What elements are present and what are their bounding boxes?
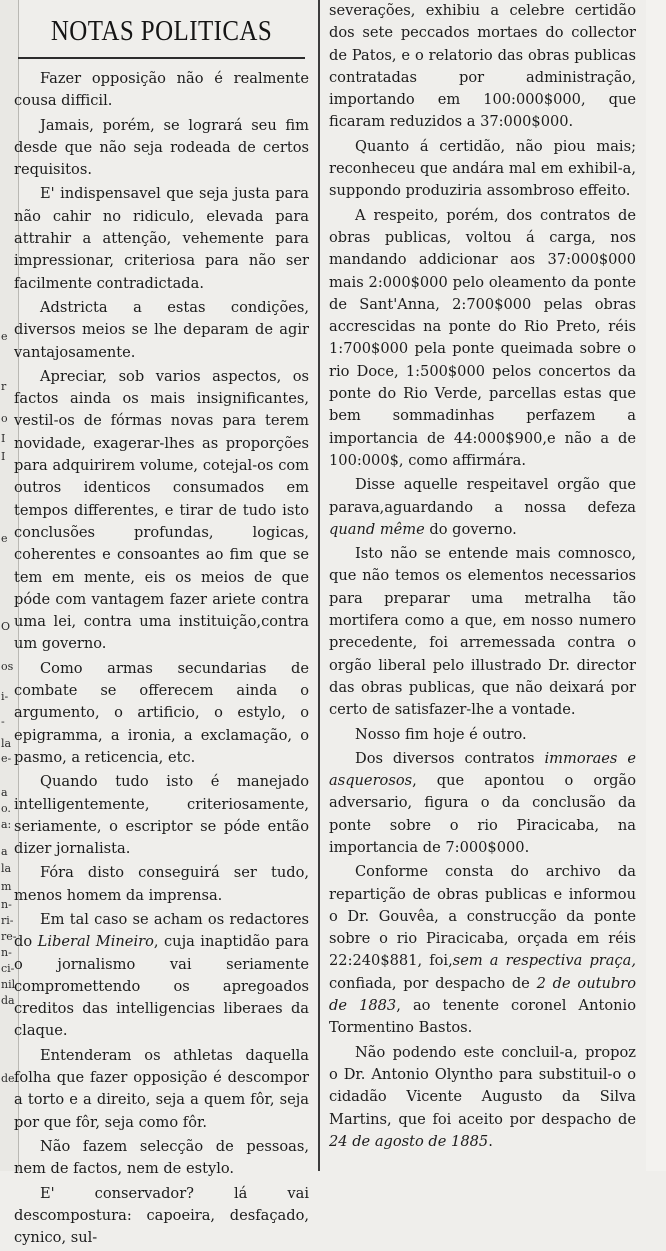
paragraph: Fóra disto conseguirá ser tudo, menos homem da imprensa.	[14, 864, 309, 904]
margin-fragment: I	[1, 432, 6, 445]
text-run: Em tal caso se acham os redactores do	[14, 910, 309, 951]
margin-fragment: e	[1, 330, 8, 343]
text-run: do governo.	[424, 520, 517, 538]
text-run: Disse aquelle respeitavel orgão que parava,aguardando a nossa defeza	[329, 476, 636, 516]
paragraph: Adstricta a estas condições, diversos meios se lhe deparam de agir vantajosamente.	[14, 298, 309, 361]
paragraph: E' indispensavel que seja justa para não cahir no ridiculo, elevada para attrahir a attenção, vehemente para impressionar, criteriosa para não ser facilmente contradictada.	[14, 185, 309, 292]
page-title: NOTAS POLITICAS	[50, 15, 273, 47]
margin-fragment: e-	[1, 752, 12, 765]
margin-fragment: nil	[1, 978, 16, 991]
margin-fragment: n-	[1, 946, 12, 959]
text-run: Não podendo este concluil-a, propoz o Dr. Antonio Olyntho para substituil-o o cidadão Vicente Augusto da Silva Martins, que foi aceito por despacho de	[329, 1043, 636, 1128]
margin-fragment: i-	[1, 690, 9, 703]
paragraph: A respeito, porém, dos contratos de obras publicas, voltou á carga, nos mandando addicionar aos 37:000$000 mais 2:000$000 pelo oleamento da ponte de Sant'Anna, 2:700$000 pelas obras accrescidas na ponte do Rio Preto, réis 1:700$000 pela ponte queimada sobre o rio Doce, 1:500$000 pelos concertos da ponte do Rio Verde, parcellas estas que bem sommadinhas perfazem a importancia de 44:000$900,e não a de 100:000$, como affirmára.	[329, 206, 636, 469]
margin-fragment: de	[1, 1072, 15, 1085]
paragraph	[329, 748, 636, 859]
text-run: , que apontou o orgão adversario, figura o da conclusão da ponte sobre o rio Piracicaba, na importancia de 7:000$000.	[329, 772, 636, 856]
italic-phrase: sem a respectiva praça,	[452, 952, 636, 970]
margin-fragment: la	[1, 737, 12, 750]
margin-fragment: ri-	[1, 914, 14, 927]
paragraph: Como armas secundarias de combate se offerecem ainda o argumento, o artificio, o estylo, o epigramma, a ironia, a exclamação, o pasmo, a reticencia, etc.	[14, 659, 309, 766]
paragraph: Jamais, porém, se logrará seu fim desde que não seja rodeada de certos requisitos.	[14, 116, 309, 179]
margin-fragment: r	[1, 380, 7, 393]
paragraph	[329, 1042, 636, 1153]
italic-phrase: quand même	[329, 520, 425, 538]
text-run: confiada, por despacho de	[329, 974, 537, 992]
paragraph: Isto não se entende mais comnosco, que não temos os elementos necessarios para preparar uma metralha tão mortifera como a que, em nosso numero precedente, foi arremessada contra o orgão liberal pelo illustrado Dr. director das obras publicas, que não deixará por certo de satisfazer-lhe a vontade.	[329, 545, 636, 719]
column-divider	[318, 0, 320, 1171]
paragraph	[329, 861, 636, 1039]
text-run: .	[488, 1132, 493, 1150]
margin-fragment: ci-	[1, 962, 15, 975]
margin-fragment: e	[1, 532, 8, 545]
paragraph: Quando tudo isto é manejado intelligentemente, criteriosamente, seriamente, o escriptor se póde então dizer jornalista.	[14, 773, 309, 858]
paragraph: Nosso fim hoje é outro.	[355, 725, 527, 743]
paragraph: Entenderam os athletas daquella folha que fazer opposição é descompor a torto e a direito, seja a quem fôr, seja por que fôr, seja como fôr.	[14, 1046, 309, 1131]
italic-date: 24 de agosto de 1885	[329, 1132, 489, 1150]
italic-date: 2 de outubro de 1883	[329, 974, 636, 1015]
margin-fragment: n-	[1, 898, 12, 911]
margin-fragment: o.	[1, 802, 11, 815]
paragraph: Fazer opposição não é realmente cousa difficil.	[14, 70, 309, 110]
margin-fragment: a	[1, 845, 8, 858]
newspaper-name: Liberal Mineiro	[37, 933, 154, 951]
paragraph: Quanto á certidão, não piou mais; reconheceu que andára mal em exhibil-a, suppondo produziria assombroso effeito.	[329, 137, 636, 200]
italic-phrase: immoraes e asquerosos	[329, 749, 636, 790]
text-run: , cuja inaptidão para o jornalismo vai seriamente compromettendo os apregoados creditos das intelligencias liberaes da claque.	[14, 933, 309, 1040]
margin-fragment: -	[1, 715, 5, 728]
margin-fragment: a	[1, 786, 8, 799]
margin-fragment: I	[1, 450, 6, 463]
right-column	[329, 0, 636, 1155]
margin-fragment: m	[1, 880, 12, 893]
margin-fragment: os	[1, 660, 14, 673]
left-column	[14, 0, 309, 1251]
text-run: , ao tenente coronel Antonio Tormentino Bastos.	[329, 997, 636, 1037]
margin-fragment: a:	[1, 818, 12, 831]
paragraph	[14, 909, 309, 1043]
margin-fragment: re-	[1, 930, 17, 943]
margin-fragment: o	[1, 412, 8, 425]
text-run: Dos diversos contratos	[355, 749, 545, 767]
paragraph: severações, exhibiu a celebre certidão dos sete peccados mortaes do collector de Patos, e o relatorio das obras publicas contratadas por administração, importando em 100:000$000, que ficaram reduzidos a 37:000$000.	[329, 2, 636, 131]
paragraph: E' conservador? lá vai descompostura: capoeira, desfaçado, cynico, sul-	[14, 1184, 309, 1247]
paragraph: Não fazem selecção de pessoas, nem de factos, nem de estylo.	[14, 1137, 309, 1178]
margin-fragment: O	[1, 620, 11, 633]
paragraph: Apreciar, sob varios aspectos, os factos ainda os mais insignificantes, vestil-os de fórmas novas para terem novidade, exagerar-lhes as proporções para adquirirem volume, cotejal-os com outros identicos consumados em tempos differentes, e tirar de tudo isto conclusões profundas, logicas, coherentes e consoantes ao fim que se tem em mente, eis os meios de que póde com vantagem fazer ariete contra uma lei, contra uma instituição,contra um governo.	[14, 367, 309, 653]
margin-fragment: da	[1, 994, 15, 1007]
paragraph	[329, 474, 636, 541]
title-rule	[18, 57, 305, 59]
right-page-edge	[646, 0, 666, 1171]
text-run: Conforme consta do archivo da repartição de obras publicas e informou o Dr. Gouvêa, a construcção da ponte sobre o rio Piracicaba, orçada em réis 22:240$881, foi,	[329, 863, 636, 970]
margin-fragment: la	[1, 862, 12, 875]
